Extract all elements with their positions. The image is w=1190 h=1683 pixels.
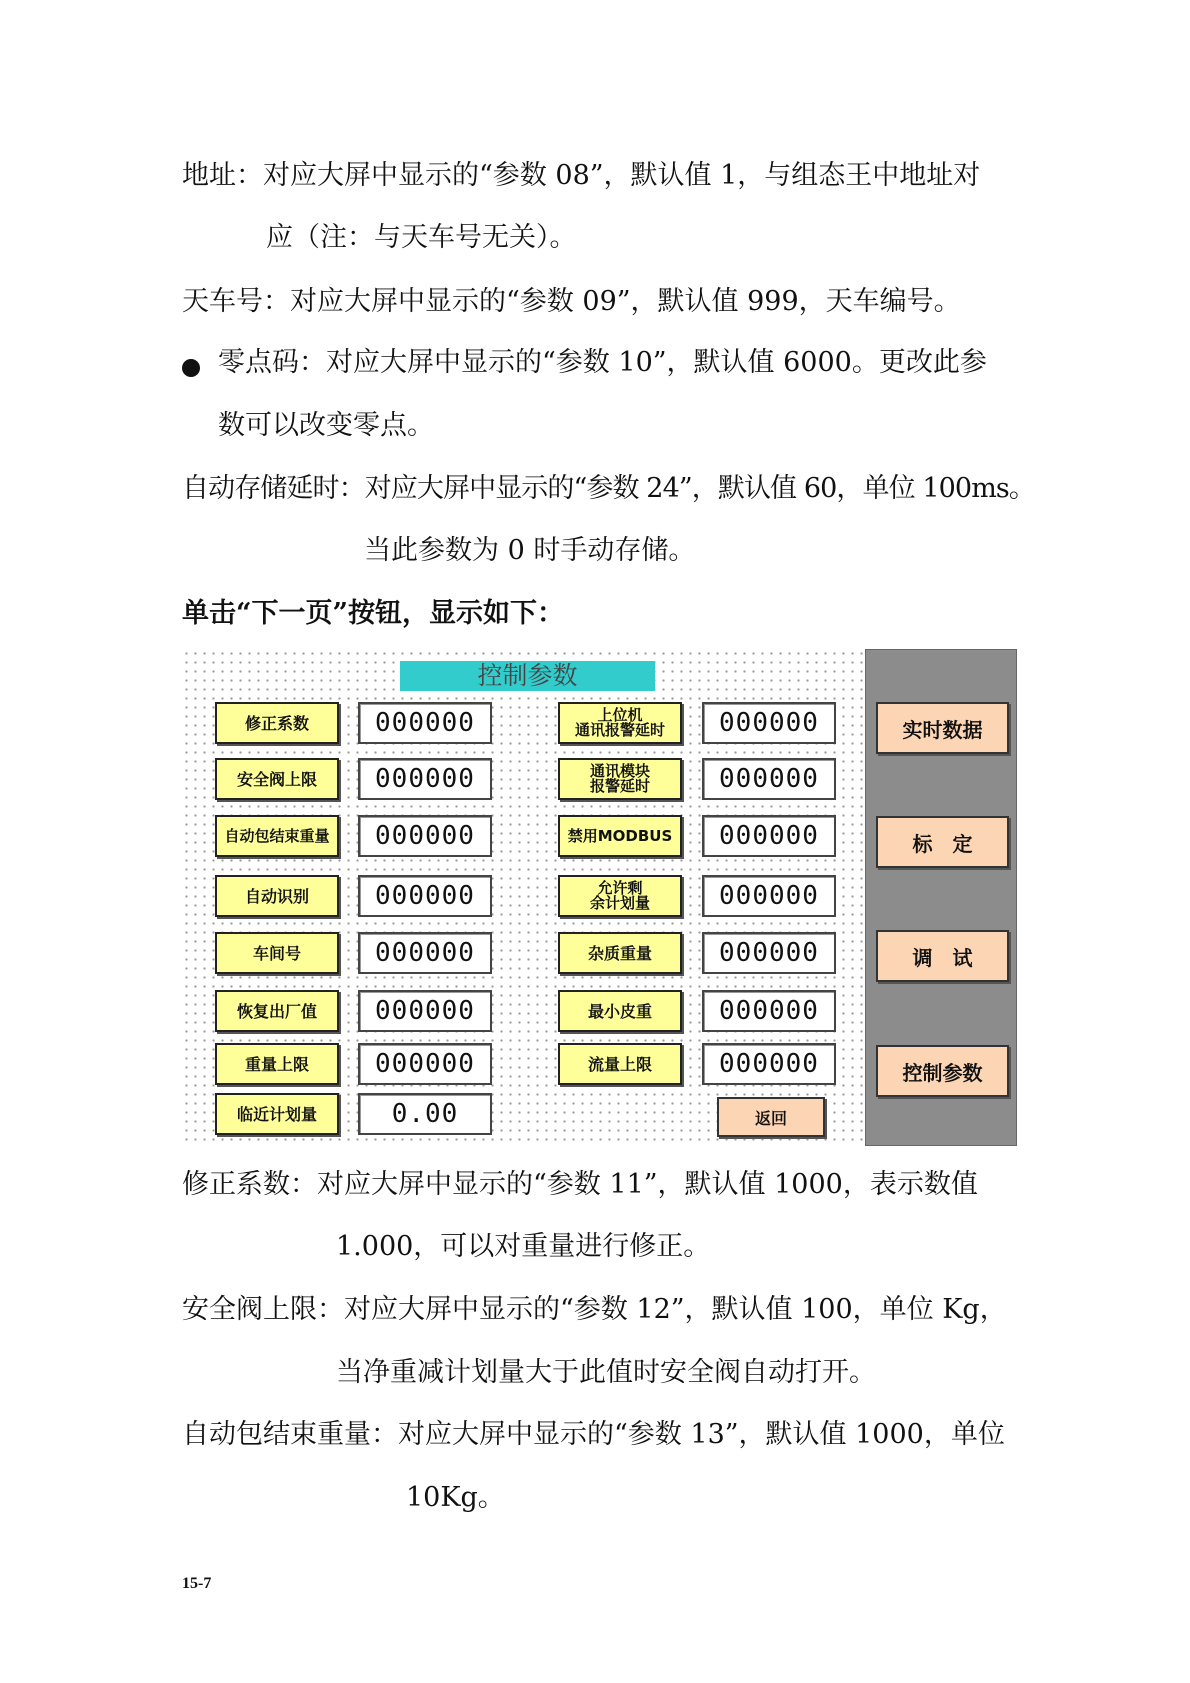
param-weight-upper-limit-button[interactable] (215, 1043, 339, 1085)
button-label: 车间号 (252, 943, 301, 963)
doc-line-safety-valve-limit-cont: 当净重减计划量大于此值时安全阀自动打开。 (336, 1357, 876, 1388)
doc-line-zero-code-cont: 数可以改变零点。 (218, 410, 434, 441)
min-tare-value[interactable]: 000000 (702, 990, 836, 1032)
param-factory-reset-button[interactable] (215, 990, 339, 1032)
doc-line-correction-factor-cont: 1.000，可以对重量进行修正。 (336, 1231, 711, 1262)
param-host-comm-alarm-delay-button[interactable] (558, 702, 682, 744)
auto-ladle-end-weight-value[interactable]: 000000 (358, 815, 492, 857)
button-label: 通讯模块 报警延时 (589, 762, 650, 795)
button-label: 恢复出厂值 (236, 1001, 317, 1021)
near-plan-amount-value[interactable]: 0.00 (358, 1093, 492, 1135)
button-label: 安全阀上限 (236, 769, 317, 789)
param-correction-factor-button[interactable] (215, 702, 339, 744)
button-label: 自动包结束重量 (224, 826, 330, 845)
impurity-weight-value[interactable]: 000000 (702, 932, 836, 974)
param-auto-ladle-end-weight-button[interactable] (215, 815, 339, 857)
bullet-icon (182, 359, 200, 377)
safety-valve-limit-value[interactable]: 000000 (358, 758, 492, 800)
factory-reset-value[interactable]: 000000 (358, 990, 492, 1032)
doc-line-safety-valve-limit: 安全阀上限：对应大屏中显示的“参数 12”，默认值 100，单位 Kg， (182, 1294, 1007, 1325)
param-min-tare-button[interactable] (558, 990, 682, 1032)
host-comm-alarm-delay-value[interactable]: 000000 (702, 702, 836, 744)
doc-line-zero-code: 零点码：对应大屏中显示的“参数 10”，默认值 6000。更改此参 (218, 347, 987, 378)
param-comm-module-alarm-delay-button[interactable] (558, 758, 682, 800)
correction-factor-value[interactable]: 000000 (358, 702, 492, 744)
button-label: 杂质重量 (587, 943, 652, 963)
button-label: 临近计划量 (236, 1104, 317, 1124)
param-auto-identify-button[interactable] (215, 875, 339, 917)
doc-line-auto-store-delay-cont: 当此参数为 0 时手动存储。 (364, 535, 696, 566)
doc-line-correction-factor: 修正系数：对应大屏中显示的“参数 11”，默认值 1000，表示数值 (182, 1169, 978, 1200)
realtime-data-button[interactable]: 实时数据 (876, 702, 1009, 754)
param-workshop-number-button[interactable] (215, 932, 339, 974)
doc-line-auto-store-delay: 自动存储延时：对应大屏中显示的“参数 24”，默认值 60，单位 100ms。 (182, 473, 1035, 504)
allow-remaining-plan-value[interactable]: 000000 (702, 875, 836, 917)
param-disable-modbus-button[interactable] (558, 815, 682, 857)
param-flow-upper-limit-button[interactable] (558, 1043, 682, 1085)
doc-line-address-cont: 应（注：与天车号无关）。 (266, 222, 577, 253)
comm-module-alarm-delay-value[interactable]: 000000 (702, 758, 836, 800)
control-parameter-panel (182, 649, 1017, 1146)
control-parameters-button[interactable]: 控制参数 (876, 1045, 1009, 1097)
page-number: 15-7 (182, 1575, 212, 1592)
button-label: 流量上限 (587, 1054, 652, 1074)
button-label: 最小皮重 (587, 1001, 652, 1021)
auto-identify-value[interactable]: 000000 (358, 875, 492, 917)
debug-button[interactable]: 调 试 (876, 930, 1009, 982)
button-label: 禁用MODBUS (567, 826, 673, 845)
param-near-plan-amount-button[interactable] (215, 1093, 339, 1135)
doc-line-address: 地址：对应大屏中显示的“参数 08”，默认值 1，与组态王中地址对 (182, 160, 981, 191)
button-label: 自动识别 (244, 886, 309, 906)
weight-upper-limit-value[interactable]: 000000 (358, 1043, 492, 1085)
doc-line-auto-ladle-end-weight: 自动包结束重量：对应大屏中显示的“参数 13”，默认值 1000，单位 (182, 1419, 1005, 1450)
calibration-button[interactable]: 标 定 (876, 816, 1009, 868)
button-label: 修正系数 (244, 713, 309, 733)
disable-modbus-value[interactable]: 000000 (702, 815, 836, 857)
panel-title: 控制参数 (400, 661, 655, 691)
param-impurity-weight-button[interactable] (558, 932, 682, 974)
button-label: 允许剩 余计划量 (589, 879, 650, 912)
doc-heading-next-page: 单击“下一页”按钮，显示如下： (182, 598, 565, 629)
return-button[interactable]: 返回 (717, 1097, 825, 1137)
doc-line-crane-number: 天车号：对应大屏中显示的“参数 09”，默认值 999，天车编号。 (182, 286, 961, 317)
button-label: 上位机 通讯报警延时 (574, 706, 665, 739)
param-safety-valve-limit-button[interactable] (215, 758, 339, 800)
workshop-number-value[interactable]: 000000 (358, 932, 492, 974)
flow-upper-limit-value[interactable]: 000000 (702, 1043, 836, 1085)
button-label: 重量上限 (244, 1054, 309, 1074)
param-allow-remaining-plan-button[interactable] (558, 875, 682, 917)
doc-line-auto-ladle-end-weight-cont: 10Kg。 (406, 1482, 505, 1513)
